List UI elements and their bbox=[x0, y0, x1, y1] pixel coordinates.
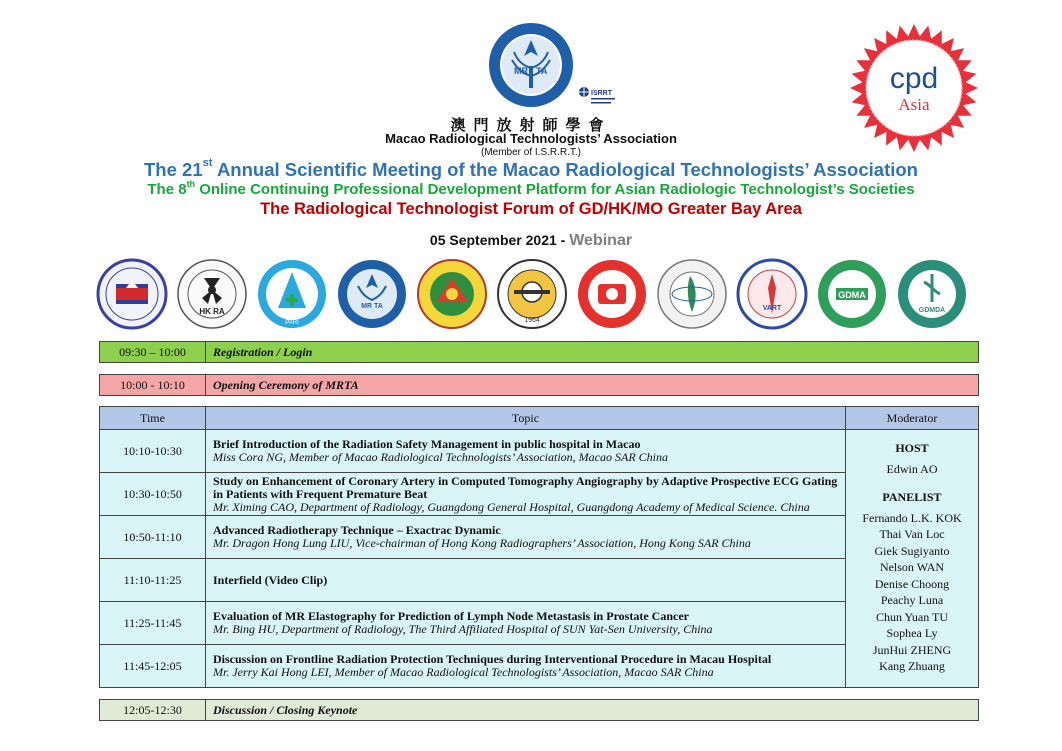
closing-row bbox=[99, 699, 979, 721]
cambodia-association-logo-icon bbox=[96, 258, 168, 330]
session-speaker: Miss Cora NG, Member of Macao Radiological Technologists’ Association, Macao SAR China bbox=[213, 450, 668, 464]
session-topic bbox=[206, 473, 846, 516]
session-speaker: Mr. Jerry Kai Hong LEI, Member of Macao Radiological Technologists’ Association, Macao SAR China bbox=[213, 665, 714, 679]
forum-title: The Radiological Technologist Forum of GD/HK/MO Greater Bay Area bbox=[260, 200, 802, 218]
opening-time: 10:00 - 10:10 bbox=[100, 375, 206, 396]
session-topic bbox=[206, 645, 846, 688]
mrta-logo-icon bbox=[488, 22, 574, 108]
session-speaker: Mr. Ximing CAO, Department of Radiology, Guangdong General Hospital, Guangdong Academy of Medical Science. China bbox=[213, 499, 810, 514]
svg-text:MR TA: MR TA bbox=[361, 303, 383, 310]
hkra-logo-icon bbox=[176, 258, 248, 330]
panelist-name: JunHui ZHENG bbox=[872, 642, 952, 657]
svg-text:HK RA: HK RA bbox=[199, 307, 225, 316]
webinar-label: Webinar bbox=[569, 232, 633, 249]
session-time: 10:50-11:10 bbox=[100, 516, 206, 559]
panelist-name: Thai Van Loc bbox=[879, 527, 945, 541]
session-title: Advanced Radiotherapy Technique – Exactrac Dynamic bbox=[213, 523, 501, 537]
meeting-title: The 21st Annual Scientific Meeting of the Macao Radiological Technologists’ Association bbox=[144, 157, 918, 180]
svg-text:GDMA: GDMA bbox=[838, 290, 866, 300]
event-date: 05 September 2021 - Webinar bbox=[429, 232, 633, 249]
closing-label: Discussion / Closing Keynote bbox=[206, 700, 979, 721]
agenda-table bbox=[99, 406, 979, 688]
myanmar-association-logo-icon bbox=[416, 258, 488, 330]
panelist-name: Nelson WAN bbox=[879, 560, 945, 574]
vart-logo-icon bbox=[736, 258, 808, 330]
session-time: 11:25-11:45 bbox=[100, 602, 206, 645]
session-title: Interfield (Video Clip) bbox=[213, 572, 328, 587]
taiwan-society-logo-icon bbox=[656, 258, 728, 330]
session-time: 10:30-10:50 bbox=[100, 473, 206, 516]
svg-text:cpd: cpd bbox=[889, 62, 939, 95]
opening-row bbox=[99, 374, 979, 396]
panelist-label: PANELIST bbox=[882, 490, 942, 504]
panelist-name: Chun Yuan TU bbox=[876, 609, 948, 624]
table-row bbox=[100, 430, 979, 473]
host-name: Edwin AO bbox=[886, 461, 938, 476]
session-time: 10:10-10:30 bbox=[100, 430, 206, 473]
session-topic bbox=[206, 516, 846, 559]
svg-text:TA: TA bbox=[536, 66, 548, 76]
topic-header: Topic bbox=[206, 407, 846, 430]
panelist-name: Sophea Ly bbox=[886, 626, 938, 640]
svg-text:VART: VART bbox=[762, 305, 782, 312]
session-topic bbox=[206, 602, 846, 645]
moderator-panel bbox=[846, 430, 979, 688]
cpd-platform-title: The 8th Online Continuing Professional Development Platform for Asian Radiologic Technologist’s Societies bbox=[147, 179, 915, 198]
association-logos bbox=[96, 258, 986, 334]
session-title: Discussion on Frontline Radiation Protection Techniques during Interventional Procedure in Macau Hospital bbox=[213, 652, 772, 666]
opening-label: Opening Ceremony of MRTA bbox=[206, 375, 979, 396]
pari-logo-icon bbox=[256, 258, 328, 330]
svg-text:PARI: PARI bbox=[285, 320, 299, 326]
session-title: Evaluation of MR Elastography for Prediction of Lymph Node Metastasis in Prostate Cancer bbox=[213, 609, 689, 623]
svg-text:ISRRT: ISRRT bbox=[591, 90, 612, 97]
session-speaker: Mr. Dragon Hong Lung LIU, Vice-chairman of Hong Kong Radiographers’ Association, Hong Kong SAR China bbox=[213, 536, 751, 550]
session-time: 11:10-11:25 bbox=[100, 559, 206, 602]
svg-text:Asia: Asia bbox=[898, 95, 930, 114]
isrrt-logo-icon bbox=[578, 83, 618, 109]
gdma-logo-icon bbox=[816, 258, 888, 330]
association-english-name: Macao Radiological Technologists’ Association bbox=[385, 131, 677, 146]
svg-text:MR: MR bbox=[514, 66, 528, 76]
registration-row bbox=[99, 341, 979, 363]
session-speaker: Mr. Bing HU, Department of Radiology, The Third Affiliated Hospital of SUN Yat-Sen University, China bbox=[213, 622, 713, 636]
session-topic bbox=[206, 430, 846, 473]
time-header: Time bbox=[100, 407, 206, 430]
session-title: Brief Introduction of the Radiation Safety Management in public hospital in Macao bbox=[213, 437, 641, 451]
mrta-logo-icon bbox=[336, 258, 408, 330]
host-label: HOST bbox=[895, 441, 929, 455]
registration-time: 09:30 – 10:00 bbox=[100, 342, 206, 363]
moderator-header: Moderator bbox=[846, 407, 979, 430]
member-note: (Member of I.S.R.R.T.) bbox=[480, 147, 581, 158]
association-chinese-name: 澳門放射師學會 bbox=[450, 116, 612, 134]
closing-time: 12:05-12:30 bbox=[100, 700, 206, 721]
panelist-name: Peachy Luna bbox=[880, 593, 944, 607]
philippine-association-logo-icon bbox=[496, 258, 568, 330]
svg-text:GDMDA: GDMDA bbox=[918, 307, 946, 314]
singapore-society-logo-icon bbox=[576, 258, 648, 330]
gdmda-logo-icon bbox=[896, 258, 968, 330]
panelist-name: Kang Zhuang bbox=[879, 659, 945, 673]
session-title: Study on Enhancement of Coronary Artery in Computed Tomography Angiography by Adaptive Prospective ECG Gating in Patients with Frequent Premature Beat bbox=[213, 473, 838, 501]
registration-label: Registration / Login bbox=[206, 342, 979, 363]
session-topic bbox=[206, 559, 846, 602]
panelist-name: Denise Choong bbox=[874, 576, 950, 591]
panelist-name: Fernando L.K. KOK bbox=[862, 510, 962, 525]
svg-text:1964: 1964 bbox=[524, 317, 540, 324]
session-time: 11:45-12:05 bbox=[100, 645, 206, 688]
panelist-name: Giek Sugiyanto bbox=[874, 543, 950, 558]
